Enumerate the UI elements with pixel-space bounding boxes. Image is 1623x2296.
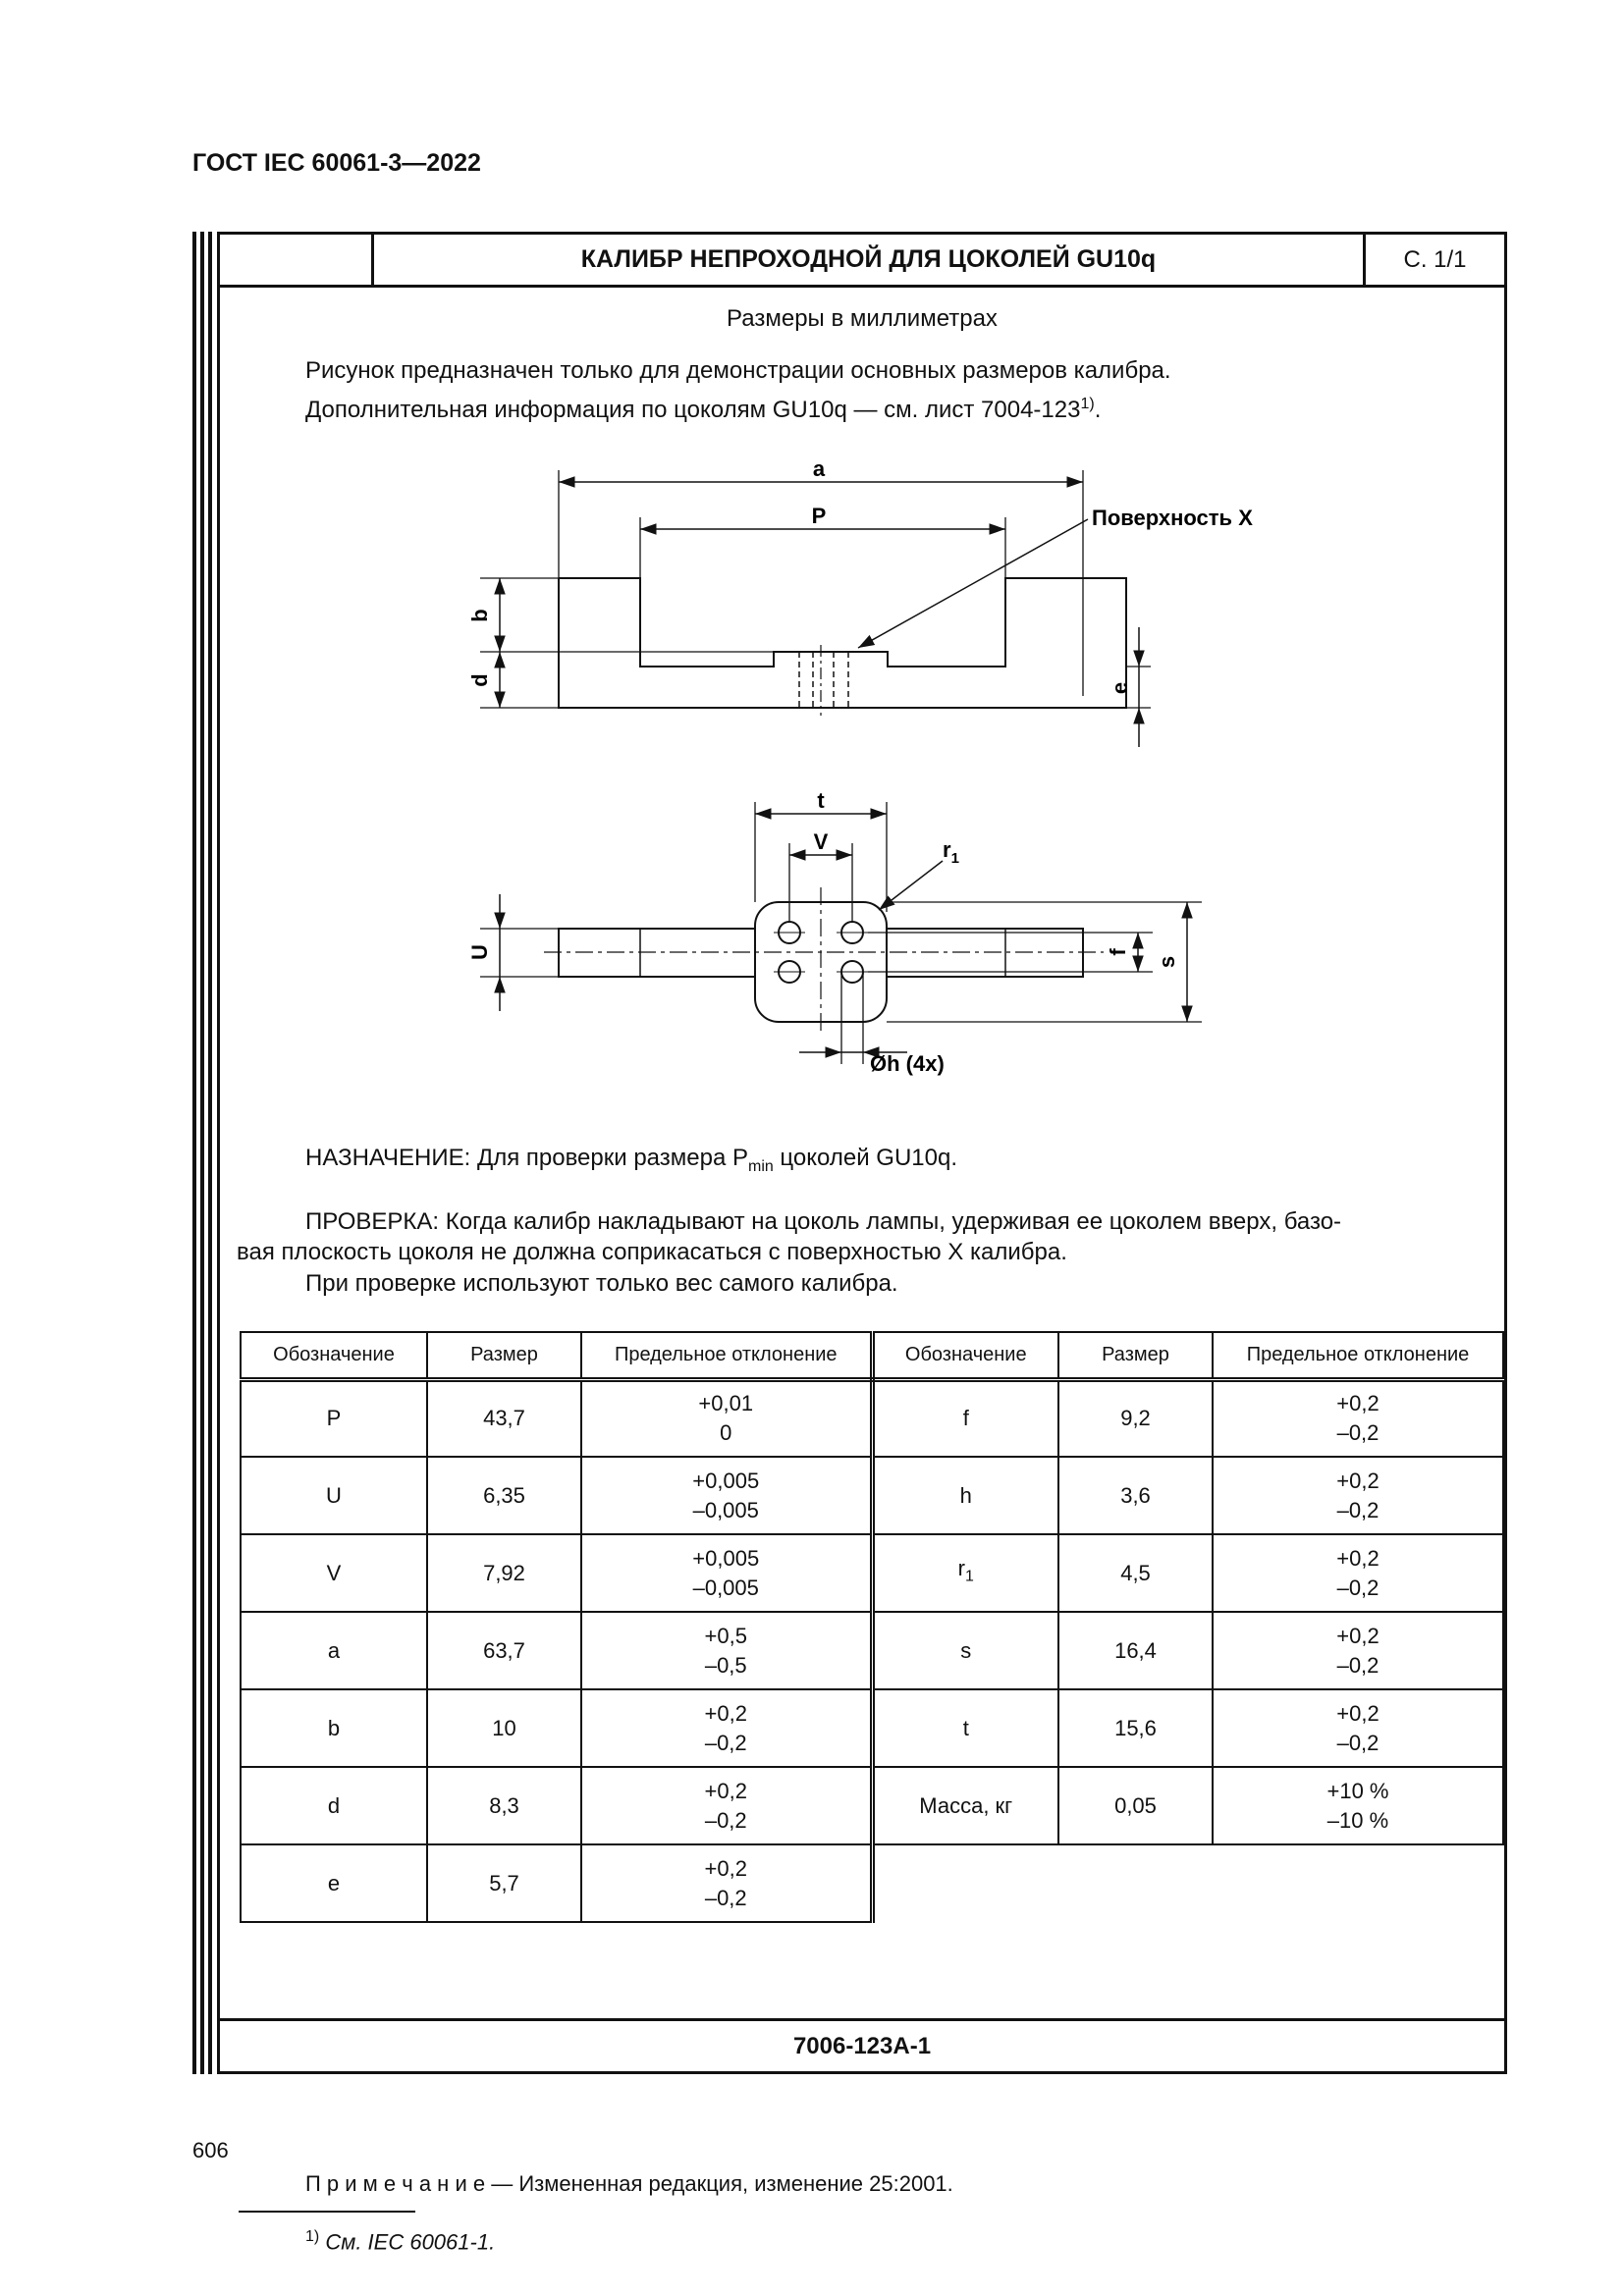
intro-line-1: Рисунок предназначен только для демонстрации основных размеров калибра.	[305, 357, 1171, 384]
symbol-cell: f	[872, 1379, 1058, 1457]
dim-b-label: b	[467, 609, 492, 622]
value-cell: 43,7	[427, 1379, 581, 1457]
tolerance-cell: +0,2 –0,2	[1213, 1457, 1503, 1534]
dim-s-label: s	[1155, 955, 1179, 969]
margin-rule	[192, 232, 196, 2074]
footnote-rule	[239, 2211, 415, 2213]
symbol-cell: s	[872, 1612, 1058, 1689]
note: П р и м е ч а н и е — Измененная редакция, изменение 25:2001.	[305, 2171, 953, 2196]
margin-rule	[200, 232, 204, 2074]
col-header: Размер	[427, 1332, 581, 1379]
tolerance-cell: +0,2 –0,2	[1213, 1612, 1503, 1689]
units-note: Размеры в миллиметрах	[727, 305, 998, 332]
intro-line-2: Дополнительная информация по цоколям GU10q — см. лист 7004-123$^{1)}$.	[305, 396, 1102, 423]
value-cell: 9,2	[1058, 1379, 1213, 1457]
col-header: Обозначение	[872, 1332, 1058, 1379]
dim-f-label: f	[1106, 948, 1130, 956]
symbol-cell: Масса, кг	[872, 1767, 1058, 1844]
dim-a-label: a	[812, 456, 826, 481]
value-cell: 5,7	[427, 1844, 581, 1922]
col-header: Предельное отклонение	[581, 1332, 872, 1379]
gauge-drawing	[220, 235, 1504, 1373]
dim-v-label: V	[813, 829, 829, 854]
symbol-cell: P	[241, 1379, 427, 1457]
dim-d-label: d	[467, 673, 492, 687]
document-code: ГОСТ IEC 60061-3—2022	[192, 149, 481, 177]
value-cell: 0,05	[1058, 1767, 1213, 1844]
value-cell: 3,6	[1058, 1457, 1213, 1534]
symbol-cell: V	[241, 1534, 427, 1612]
sheet-code: 7006-123A-1	[220, 2018, 1504, 2071]
tolerance-cell: +0,2 –0,2	[581, 1689, 872, 1767]
margin-rule	[208, 232, 212, 2074]
value-cell: 7,92	[427, 1534, 581, 1612]
tolerance-cell: +0,5 –0,5	[581, 1612, 872, 1689]
sheet-frame	[217, 232, 1507, 2255]
purpose-text: НАЗНАЧЕНИЕ: Для проверки размера $P_{min}$ цоколей GU10q.	[305, 1145, 957, 1175]
value-cell: 10	[427, 1689, 581, 1767]
tolerance-cell: +10 % –10 %	[1213, 1767, 1503, 1844]
surface-x-label: Поверхность X	[1092, 506, 1253, 530]
tolerance-cell: +0,005 –0,005	[581, 1457, 872, 1534]
table-row	[241, 1457, 1503, 1534]
value-cell: 8,3	[427, 1767, 581, 1844]
table-row	[241, 1612, 1503, 1689]
tolerance-cell: +0,01 0	[581, 1379, 872, 1457]
col-header: Размер	[1058, 1332, 1213, 1379]
value-cell: 16,4	[1058, 1612, 1213, 1689]
value-cell: 15,6	[1058, 1689, 1213, 1767]
value-cell: 4,5	[1058, 1534, 1213, 1612]
dim-e-label: e	[1108, 681, 1132, 695]
tolerance-cell: +0,2 –0,2	[581, 1844, 872, 1922]
top-view	[480, 802, 1202, 1064]
sheet-title: КАЛИБР НЕПРОХОДНОЙ ДЛЯ ЦОКОЛЕЙ GU10q	[374, 235, 1366, 285]
dim-p-label: P	[811, 504, 827, 528]
dimensions-table	[240, 1331, 1504, 1923]
symbol-cell: t	[872, 1689, 1058, 1767]
table-row	[241, 1689, 1503, 1767]
table-row	[241, 1379, 1503, 1457]
value-cell: 6,35	[427, 1457, 581, 1534]
sheet-page: С. 1/1	[1403, 245, 1467, 273]
tolerance-cell: +0,005 –0,005	[581, 1534, 872, 1612]
footnote: $^{1)}$ См. IEC 60061-1.	[305, 2228, 496, 2255]
table-row	[241, 1767, 1503, 1844]
symbol-cell: $r_1$	[872, 1534, 1058, 1612]
col-header: Предельное отклонение	[1213, 1332, 1503, 1379]
dim-r1-label: $r_1$	[943, 837, 959, 867]
tolerance-cell: +0,2 –0,2	[581, 1767, 872, 1844]
tolerance-cell: +0,2 –0,2	[1213, 1534, 1503, 1612]
dim-u-label: U	[467, 944, 492, 960]
symbol-cell: d	[241, 1767, 427, 1844]
table-row	[241, 1534, 1503, 1612]
check-line-3: При проверке используют только вес самого калибра.	[305, 1270, 898, 1297]
tolerance-cell: +0,2 –0,2	[1213, 1379, 1503, 1457]
check-line-1: ПРОВЕРКА: Когда калибр накладывают на цоколь лампы, удерживая ее цоколем вверх, базо-	[305, 1208, 1342, 1235]
table-header-row	[241, 1332, 1503, 1379]
symbol-cell: a	[241, 1612, 427, 1689]
empty-cell	[872, 1844, 1503, 1922]
symbol-cell: e	[241, 1844, 427, 1922]
symbol-cell: b	[241, 1689, 427, 1767]
check-line-2: вая плоскость цоколя не должна соприкасаться с поверхностью X калибра.	[237, 1239, 1067, 1265]
tolerance-cell: +0,2 –0,2	[1213, 1689, 1503, 1767]
dim-h-label: Øh (4x)	[870, 1051, 945, 1076]
col-header: Обозначение	[241, 1332, 427, 1379]
value-cell: 63,7	[427, 1612, 581, 1689]
symbol-cell: U	[241, 1457, 427, 1534]
dim-t-label: t	[817, 788, 825, 813]
table-row	[241, 1844, 1503, 1922]
symbol-cell: h	[872, 1457, 1058, 1534]
page-number: 606	[192, 2138, 229, 2163]
